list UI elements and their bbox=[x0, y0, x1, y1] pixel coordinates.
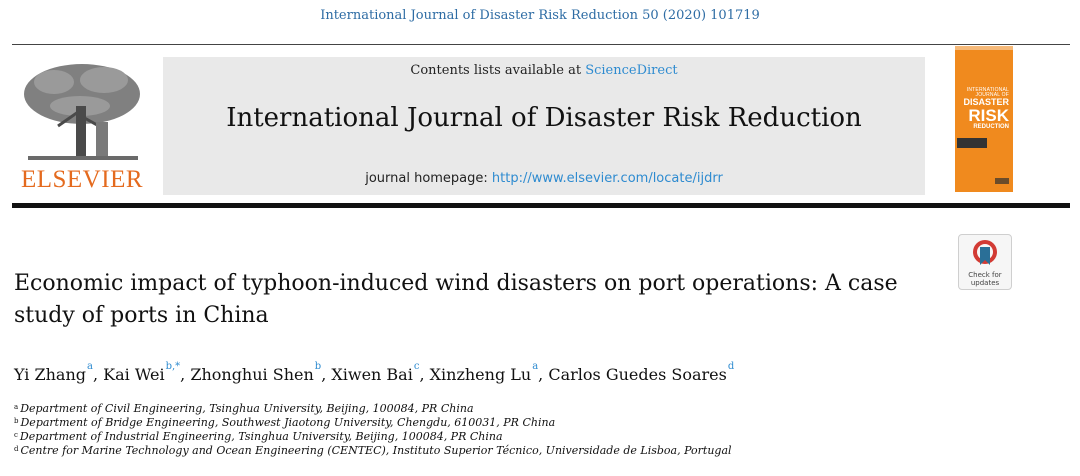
journal-title: International Journal of Disaster Risk Reduction bbox=[226, 103, 862, 133]
author-name[interactable]: Xiwen Bai bbox=[331, 365, 413, 384]
affiliation-key: a bbox=[14, 403, 19, 411]
author-name[interactable]: Carlos Guedes Soares bbox=[548, 365, 727, 384]
affiliation-list bbox=[14, 402, 1014, 458]
author-name[interactable]: Yi Zhang bbox=[14, 365, 86, 384]
author-separator: , bbox=[419, 365, 430, 384]
affiliation-key: b bbox=[14, 417, 19, 425]
affiliation-item bbox=[14, 430, 1014, 444]
running-head[interactable]: International Journal of Disaster Risk Reduction 50 (2020) 101719 bbox=[320, 8, 760, 23]
author-affiliation-marker[interactable]: b bbox=[314, 361, 322, 372]
author-affiliation-marker[interactable]: a bbox=[532, 361, 539, 372]
elsevier-wordmark: ELSEVIER bbox=[20, 166, 144, 193]
cover-publisher-logo bbox=[995, 178, 1009, 184]
affiliation-item bbox=[14, 416, 1014, 430]
author-name[interactable]: Zhonghui Shen bbox=[190, 365, 314, 384]
cover-photo bbox=[957, 138, 987, 148]
author-name[interactable]: Xinzheng Lu bbox=[429, 365, 532, 384]
affiliation-text: Department of Industrial Engineering, Tsinghua University, Beijing, 100084, PR China bbox=[19, 430, 503, 443]
homepage-link[interactable]: http://www.elsevier.com/locate/ijdrr bbox=[491, 171, 723, 186]
badge-line-2: updates bbox=[970, 279, 1000, 287]
author-affiliation-marker[interactable]: d bbox=[727, 361, 735, 372]
cover-top-strip bbox=[955, 46, 1013, 50]
elsevier-logo[interactable] bbox=[12, 56, 152, 196]
check-for-updates-button[interactable] bbox=[958, 234, 1012, 290]
cover-line-disaster: DISASTER bbox=[963, 97, 1009, 107]
affiliation-text: Centre for Marine Technology and Ocean Engineering (CENTEC), Instituto Superior Técnico, Universidade de Lisboa, Portugal bbox=[20, 444, 732, 457]
cover-title bbox=[955, 88, 1009, 130]
affiliation-text: Department of Civil Engineering, Tsinghua University, Beijing, 100084, PR China bbox=[20, 402, 474, 415]
author-affiliation-marker[interactable]: c bbox=[413, 361, 420, 372]
homepage-prefix: journal homepage: bbox=[365, 171, 492, 186]
header-rule bbox=[12, 44, 1070, 45]
elsevier-tree-icon bbox=[18, 60, 146, 164]
journal-banner bbox=[163, 57, 925, 195]
cover-line-reduction: REDUCTION bbox=[973, 124, 1009, 130]
sciencedirect-link[interactable]: ScienceDirect bbox=[585, 63, 678, 78]
contents-line bbox=[163, 63, 925, 78]
author-separator: , bbox=[92, 365, 104, 384]
author-list bbox=[14, 361, 1014, 384]
banner-rule bbox=[12, 203, 1070, 208]
author-separator: , bbox=[538, 365, 549, 384]
bookmark-icon bbox=[972, 239, 998, 269]
homepage-line bbox=[163, 171, 925, 186]
affiliation-item bbox=[14, 402, 1014, 416]
cover-small-text: INTERNATIONAL JOURNAL OF bbox=[966, 87, 1009, 98]
author-name[interactable]: Kai Wei bbox=[103, 365, 165, 384]
affiliation-text: Department of Bridge Engineering, Southwest Jiaotong University, Chengdu, 610031, PR China bbox=[20, 416, 556, 429]
affiliation-key: d bbox=[14, 445, 19, 453]
author-affiliation-marker[interactable]: a bbox=[87, 361, 93, 372]
affiliation-item bbox=[14, 444, 1014, 458]
author-separator: , bbox=[180, 365, 191, 384]
author-affiliation-marker[interactable]: b,* bbox=[165, 361, 181, 372]
affiliation-key: c bbox=[14, 431, 18, 439]
author-separator: , bbox=[321, 365, 332, 384]
cover-line-risk: RISK bbox=[968, 106, 1009, 125]
journal-cover[interactable] bbox=[955, 46, 1013, 192]
article-title: Economic impact of typhoon-induced wind disasters on port operations: A case study of ports in China bbox=[14, 271, 898, 328]
badge-line-1: Check for bbox=[968, 271, 1002, 279]
contents-prefix: Contents lists available at bbox=[410, 63, 586, 78]
check-for-updates-label bbox=[959, 271, 1011, 287]
